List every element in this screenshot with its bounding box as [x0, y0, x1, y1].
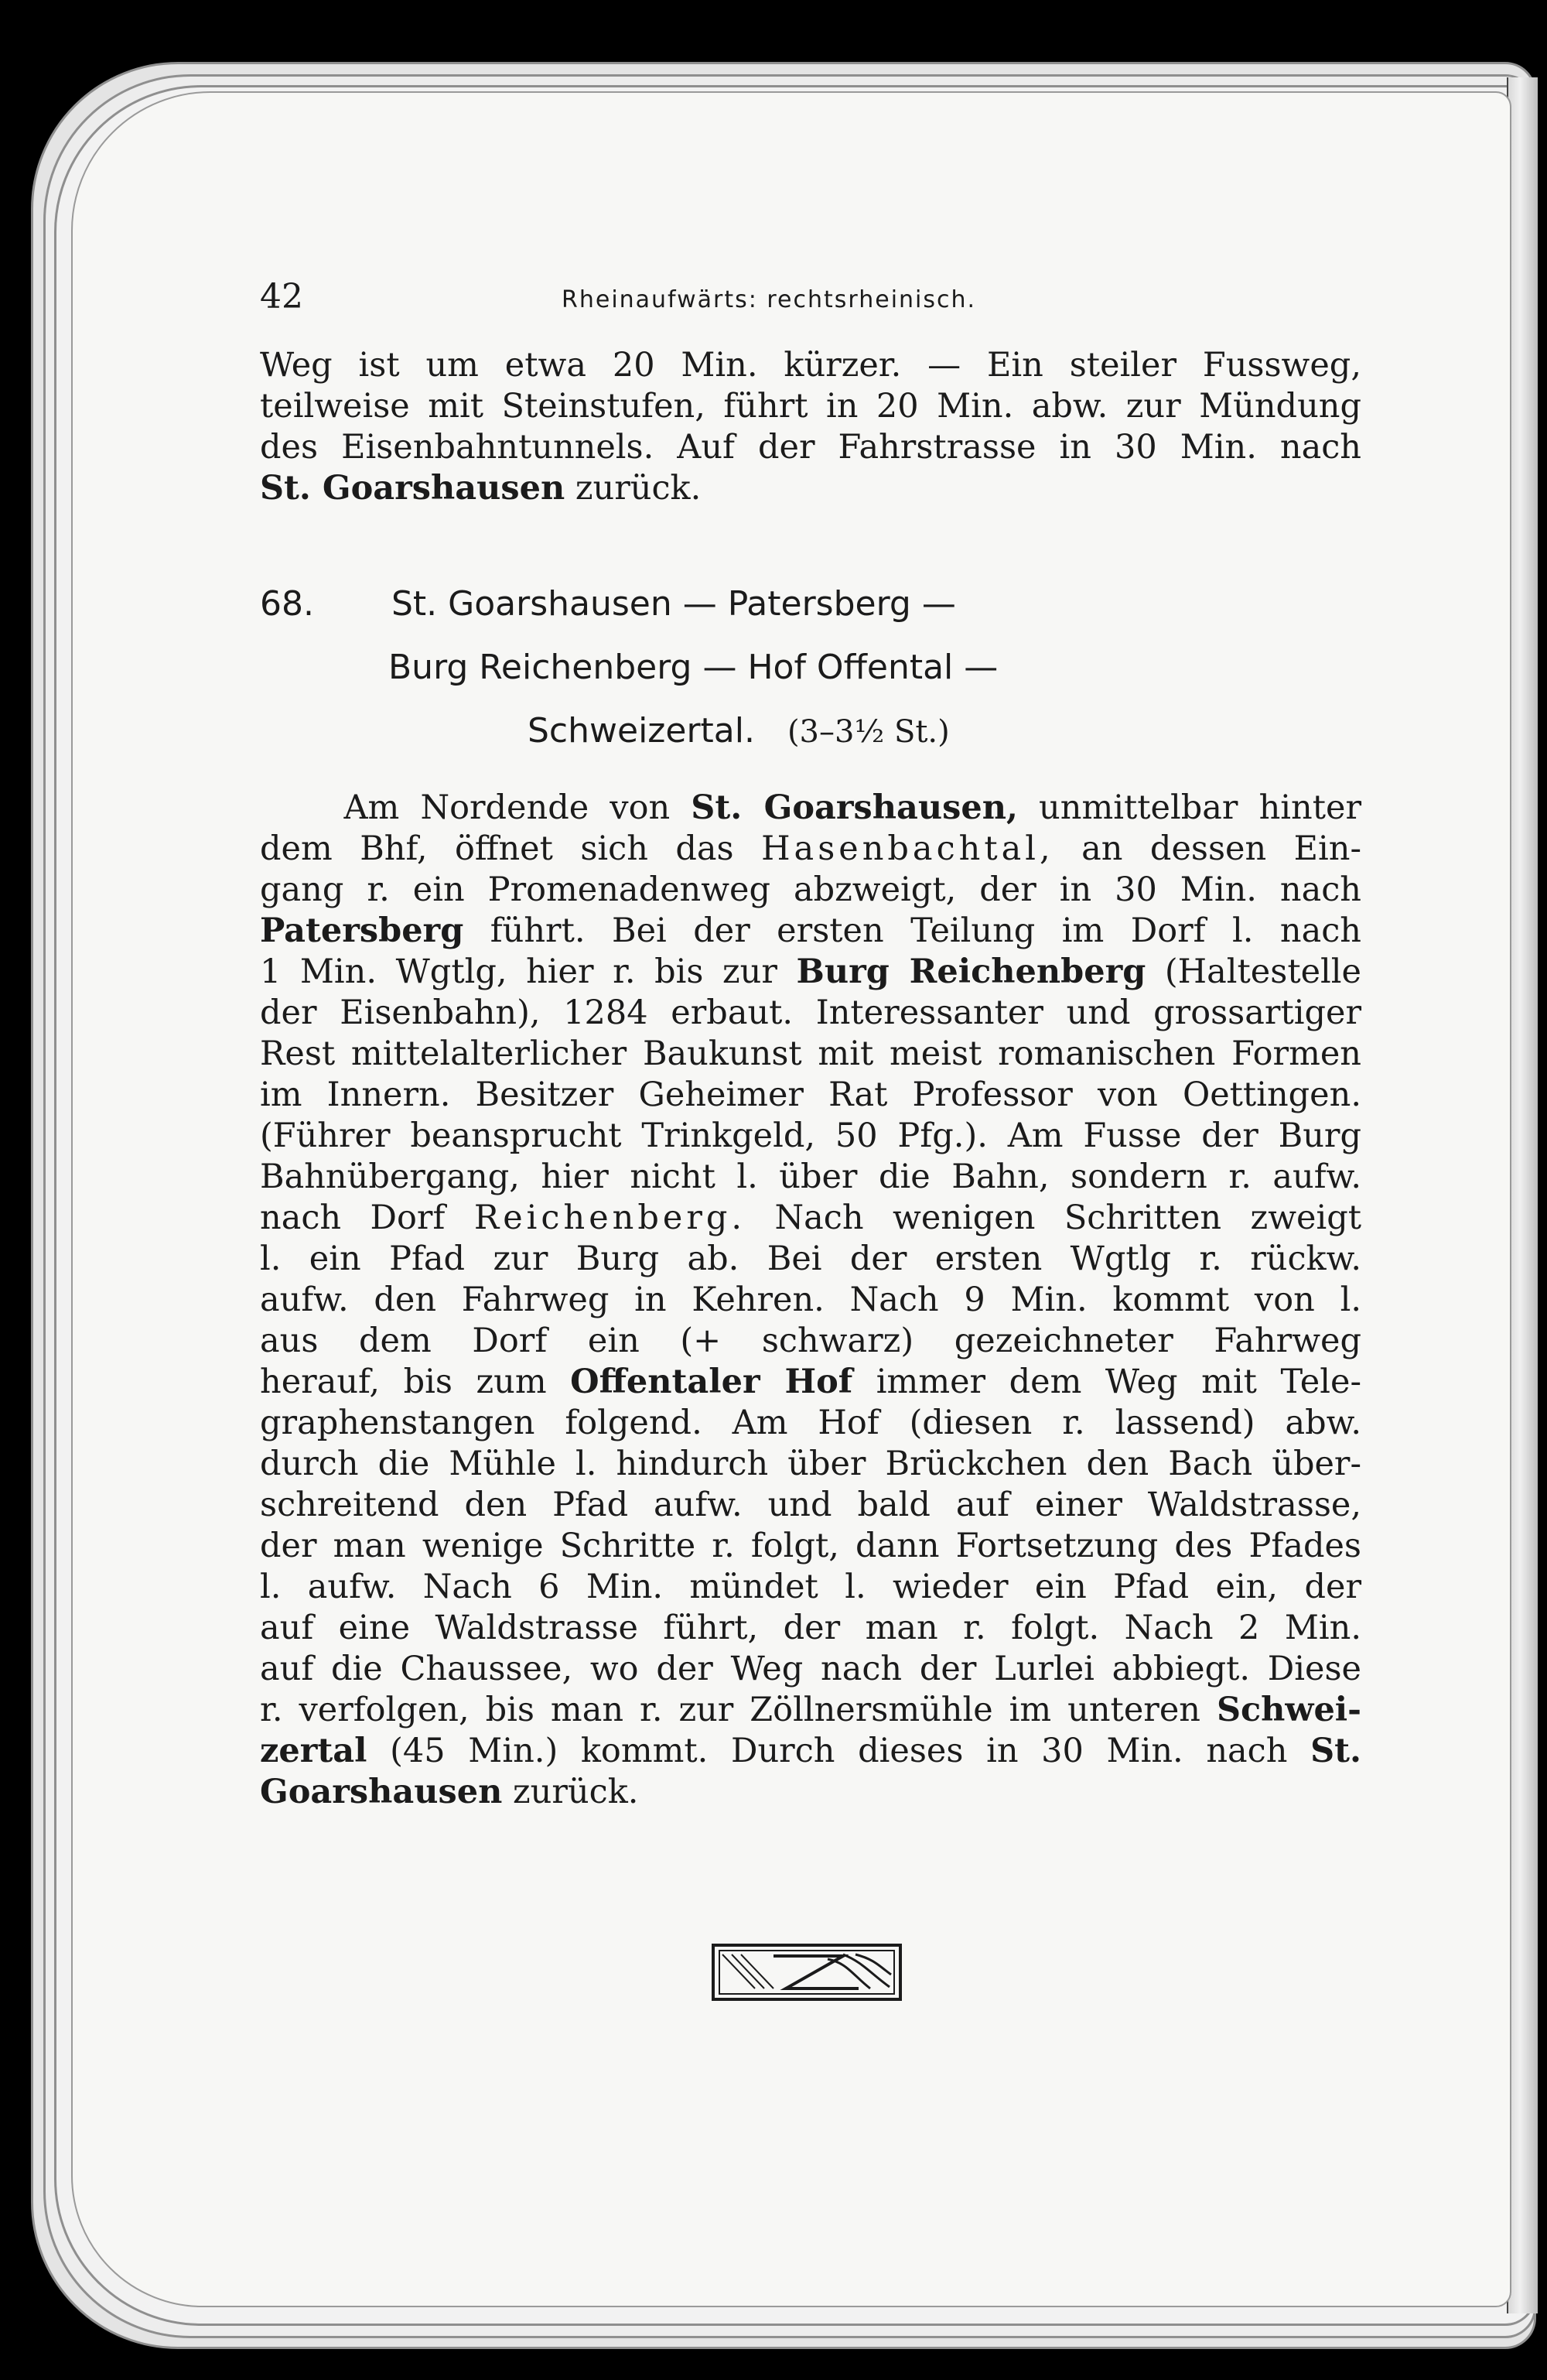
place-name: Offentaler Hof — [570, 1363, 853, 1401]
place-name: Goarshausen — [260, 1773, 503, 1811]
text-line: nach Dorf Reichenberg. Nach wenigen Schritten zweigt — [260, 1199, 1362, 1237]
page-number: 42 — [260, 277, 303, 316]
text-line: Patersberg führt. Bei der ersten Teilung im Dorf l. nach — [260, 911, 1361, 950]
text-line: des Eisenbahntunnels. Auf der Fahrstrasse in 30 Min. nach — [260, 428, 1361, 467]
route-heading-line — [260, 580, 956, 628]
text-line: Weg ist um etwa 20 Min. kürzer. — Ein steiler Fussweg, — [260, 346, 1361, 385]
place-name: St. Goarshausen — [260, 469, 565, 508]
place-name: Patersberg — [260, 911, 464, 950]
text-line: r. verfolgen, bis man r. zur Zöllnersmühle im unteren Schwei- — [260, 1691, 1361, 1729]
text-line: durch die Mühle l. hindurch über Brückchen den Bach über- — [260, 1445, 1361, 1483]
text-line: der Eisenbahn), 1284 erbaut. Interessanter und grossartiger — [260, 993, 1361, 1032]
text-line: Goarshausen zurück. — [260, 1773, 639, 1811]
text-line: l. ein Pfad zur Burg ab. Bei der ersten Wgtlg r. rückw. — [260, 1240, 1361, 1278]
book-spine-edge — [1507, 77, 1538, 2313]
route-number: 68. — [260, 584, 314, 624]
route-heading-line — [528, 707, 950, 755]
route-title-part: St. Goarshausen — Patersberg — — [391, 584, 956, 624]
route-duration: (3–3½ St.) — [787, 714, 950, 750]
place-name: zertal — [260, 1732, 367, 1770]
place-name: Hasenbachtal, — [761, 829, 1054, 868]
end-ornament-icon — [712, 1944, 902, 2001]
running-head-title: Rheinaufwärts: rechtsrheinisch. — [562, 286, 977, 313]
text-line: zertal (45 Min.) kommt. Durch dieses in 30 Min. nach St. — [260, 1732, 1361, 1770]
text-line: dem Bhf, öffnet sich das Hasenbachtal, an dessen Ein- — [260, 829, 1361, 868]
route-title-part: Schweizertal. — [528, 711, 755, 751]
text-line: Bahnübergang, hier nicht l. über die Bahn, sondern r. aufw. — [260, 1158, 1361, 1196]
text-line: der man wenige Schritte r. folgt, dann Fortsetzung des Pfades — [260, 1527, 1361, 1565]
place-name: Schwei- — [1216, 1691, 1361, 1729]
text-line: Am Nordende von St. Goarshausen, unmittelbar hinter — [343, 788, 1362, 827]
text-line: St. Goarshausen zurück. — [260, 469, 702, 508]
page-content — [260, 0, 1361, 2380]
text-line: teilweise mit Steinstufen, führt in 20 Min. abw. zur Mündung — [260, 387, 1361, 426]
text-line: Rest mittelalterlicher Baukunst mit meist romanischen Formen — [260, 1034, 1361, 1073]
text-line: gang r. ein Promenadenweg abzweigt, der in 30 Min. nach — [260, 870, 1361, 909]
intro-paragraph — [260, 345, 1361, 509]
place-name: Reichenberg. — [473, 1199, 746, 1237]
text-line: 1 Min. Wgtlg, hier r. bis zur Burg Reichenberg (Haltestelle — [260, 952, 1361, 991]
place-name: St. Goarshausen, — [691, 788, 1018, 827]
running-head — [260, 275, 1361, 319]
text-line: l. aufw. Nach 6 Min. mündet l. wieder ein Pfad ein, der — [260, 1568, 1361, 1606]
text-line: herauf, bis zum Offentaler Hof immer dem Weg mit Tele- — [260, 1363, 1361, 1401]
place-name: St. — [1310, 1732, 1361, 1770]
route-heading-line: Burg Reichenberg — Hof Offental — — [388, 648, 999, 687]
text-line: schreitend den Pfad aufw. und bald auf einer Waldstrasse, — [260, 1486, 1361, 1524]
text-line: im Innern. Besitzer Geheimer Rat Professor von Oettingen. — [260, 1075, 1361, 1114]
place-name: Burg Reichenberg — [796, 952, 1146, 991]
text-line: auf die Chaussee, wo der Weg nach der Lurlei abbiegt. Diese — [260, 1650, 1361, 1688]
text-line: (Führer beansprucht Trinkgeld, 50 Pfg.). Am Fusse der Burg — [260, 1116, 1361, 1155]
text-line: aufw. den Fahrweg in Kehren. Nach 9 Min. kommt von l. — [260, 1281, 1361, 1319]
route-description — [260, 788, 1361, 1813]
text-line: aus dem Dorf ein (+ schwarz) gezeichneter Fahrweg — [260, 1322, 1361, 1360]
text-line: graphenstangen folgend. Am Hof (diesen r. lassend) abw. — [260, 1404, 1361, 1442]
text-line: auf eine Waldstrasse führt, der man r. folgt. Nach 2 Min. — [260, 1609, 1361, 1647]
